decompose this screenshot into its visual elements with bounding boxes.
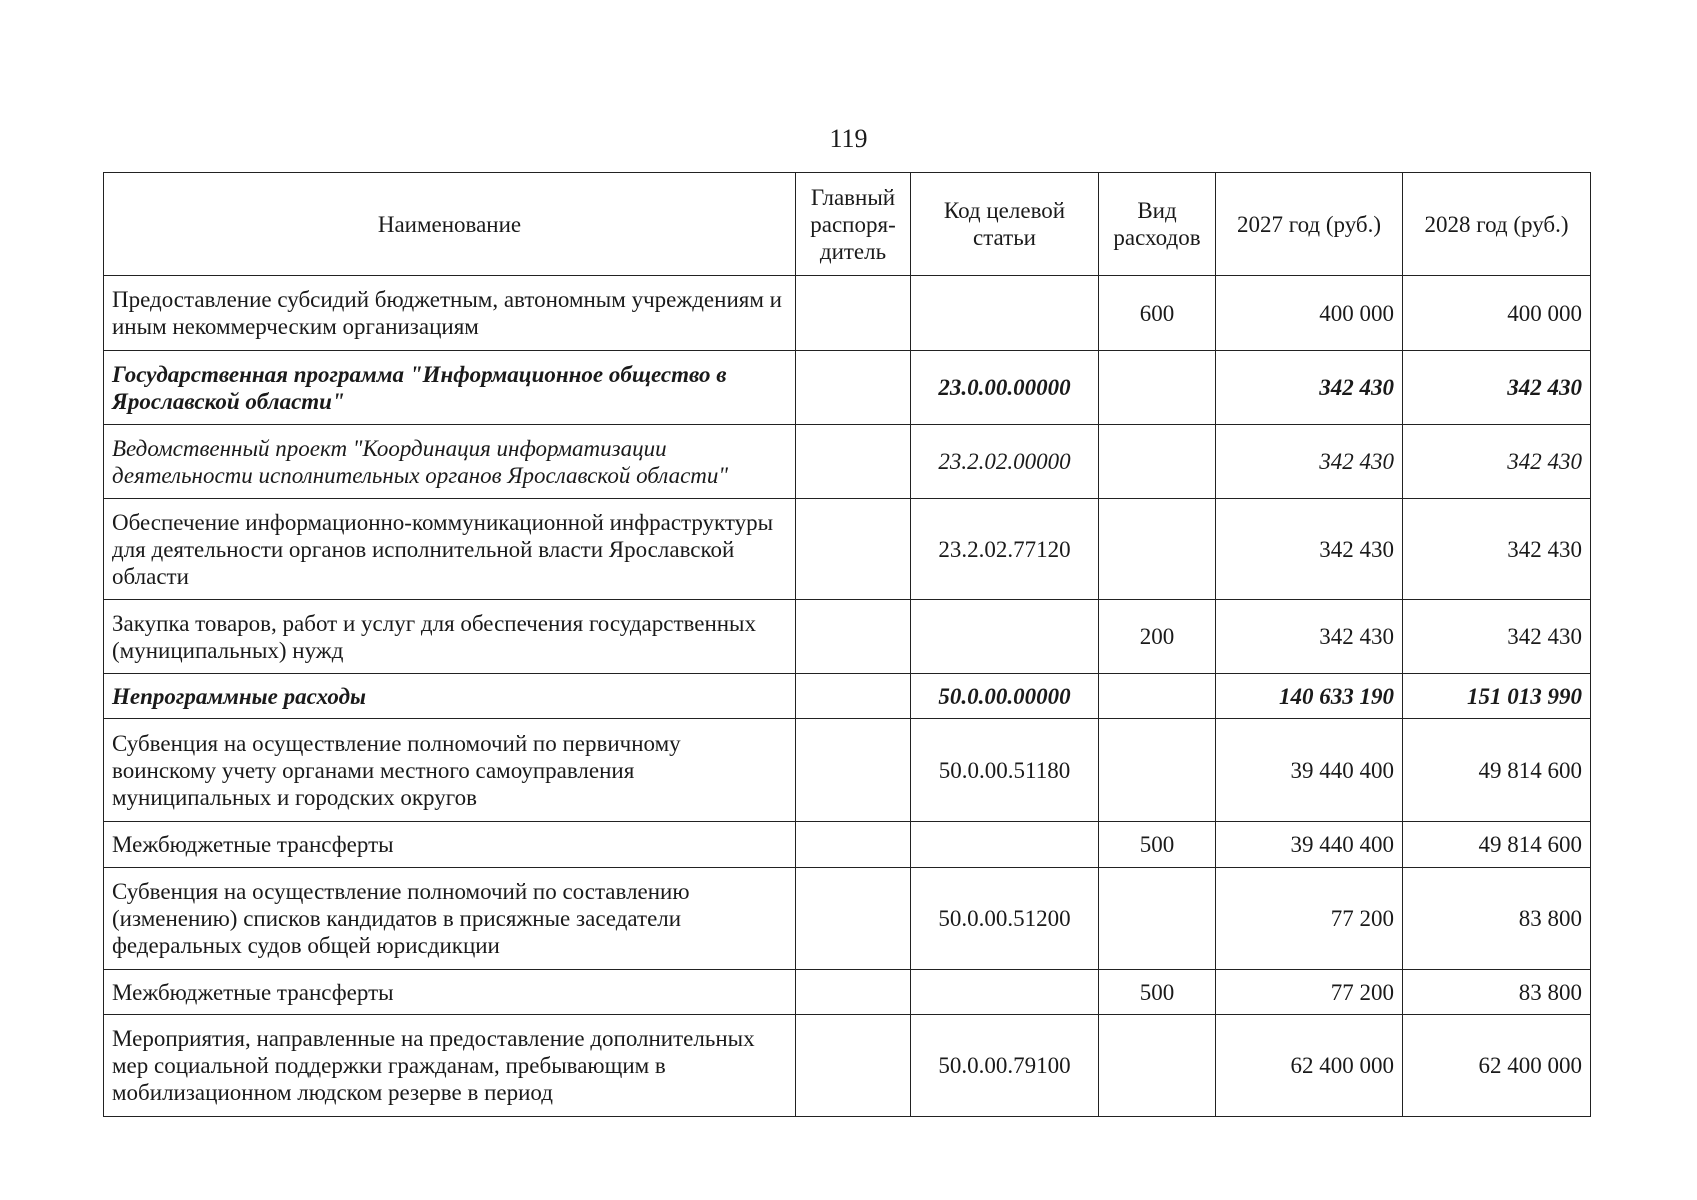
header-name: Наименование [104,173,796,276]
table-row [104,1015,1591,1117]
table-row [104,351,1591,425]
page-number: 119 [829,124,868,153]
table-row [104,822,1591,868]
row-2027: 77 200 [1216,970,1403,1015]
table-row [104,499,1591,600]
row-code: 50.0.00.51200 [911,868,1099,970]
table-row [104,970,1591,1015]
row-name: Обеспечение информационно-коммуникационной инфраструктуры для деятельности органов исполнительной власти Ярославской области [104,499,796,600]
table-row [104,425,1591,499]
row-2028: 342 430 [1403,600,1591,674]
row-vid [1099,499,1216,600]
row-chief [796,1015,911,1117]
table-row [104,276,1591,351]
row-chief [796,499,911,600]
row-code: 50.0.00.79100 [911,1015,1099,1117]
row-2028: 49 814 600 [1403,719,1591,822]
header-target-code: Код целевой статьи [911,173,1099,276]
row-name: Межбюджетные трансферты [104,970,796,1015]
row-code [911,822,1099,868]
row-vid: 200 [1099,600,1216,674]
row-name: Субвенция на осуществление полномочий по составлению (изменению) списков кандидатов в присяжные заседатели федеральных судов общей юрисдикции [104,868,796,970]
row-2027: 39 440 400 [1216,719,1403,822]
row-code: 23.2.02.00000 [911,425,1099,499]
header-expense-type: Вид расходов [1099,173,1216,276]
row-name: Непрограммные расходы [104,674,796,719]
row-name: Предоставление субсидий бюджетным, автономным учреждениям и иным некоммерческим организациям [104,276,796,351]
row-2028: 342 430 [1403,499,1591,600]
row-2028: 400 000 [1403,276,1591,351]
row-vid [1099,1015,1216,1117]
row-2027: 77 200 [1216,868,1403,970]
row-code [911,970,1099,1015]
row-code: 23.0.00.00000 [911,351,1099,425]
row-code: 50.0.00.00000 [911,674,1099,719]
row-name: Закупка товаров, работ и услуг для обеспечения государственных (муниципальных) нужд [104,600,796,674]
table-row [104,600,1591,674]
row-vid: 600 [1099,276,1216,351]
row-2027: 62 400 000 [1216,1015,1403,1117]
row-2027: 39 440 400 [1216,822,1403,868]
row-chief [796,719,911,822]
header-year-2027: 2027 год (руб.) [1216,173,1403,276]
row-2028: 49 814 600 [1403,822,1591,868]
row-2027: 140 633 190 [1216,674,1403,719]
row-chief [796,970,911,1015]
row-2028: 342 430 [1403,425,1591,499]
row-code: 23.2.02.77120 [911,499,1099,600]
row-vid [1099,719,1216,822]
row-2028: 83 800 [1403,868,1591,970]
row-chief [796,674,911,719]
row-code [911,600,1099,674]
row-vid [1099,425,1216,499]
row-2027: 342 430 [1216,351,1403,425]
row-code: 50.0.00.51180 [911,719,1099,822]
row-vid [1099,674,1216,719]
row-2027: 342 430 [1216,600,1403,674]
row-2028: 342 430 [1403,351,1591,425]
row-vid [1099,868,1216,970]
row-chief [796,600,911,674]
row-chief [796,868,911,970]
header-year-2028: 2028 год (руб.) [1403,173,1591,276]
row-name: Мероприятия, направленные на предоставление дополнительных мер социальной поддержки гражданам, пребывающим в мобилизационном людском резерве в период [104,1015,796,1117]
row-chief [796,351,911,425]
row-code [911,276,1099,351]
table-row [104,674,1591,719]
budget-table [103,172,1591,1117]
row-name: Государственная программа "Информационное общество в Ярославской области" [104,351,796,425]
row-name: Субвенция на осуществление полномочий по первичному воинскому учету органами местного самоуправления муниципальных и городских округов [104,719,796,822]
row-chief [796,822,911,868]
table-header-row [104,173,1591,276]
row-chief [796,425,911,499]
row-name: Ведомственный проект "Координация информатизации деятельности исполнительных органов Ярославской области" [104,425,796,499]
row-name: Межбюджетные трансферты [104,822,796,868]
row-2027: 342 430 [1216,425,1403,499]
row-2028: 151 013 990 [1403,674,1591,719]
row-2028: 83 800 [1403,970,1591,1015]
row-vid [1099,351,1216,425]
row-2028: 62 400 000 [1403,1015,1591,1117]
header-chief-manager: Главный распоря-дитель [796,173,911,276]
row-vid: 500 [1099,822,1216,868]
row-2027: 400 000 [1216,276,1403,351]
table-row [104,868,1591,970]
row-vid: 500 [1099,970,1216,1015]
row-chief [796,276,911,351]
row-2027: 342 430 [1216,499,1403,600]
table-row [104,719,1591,822]
